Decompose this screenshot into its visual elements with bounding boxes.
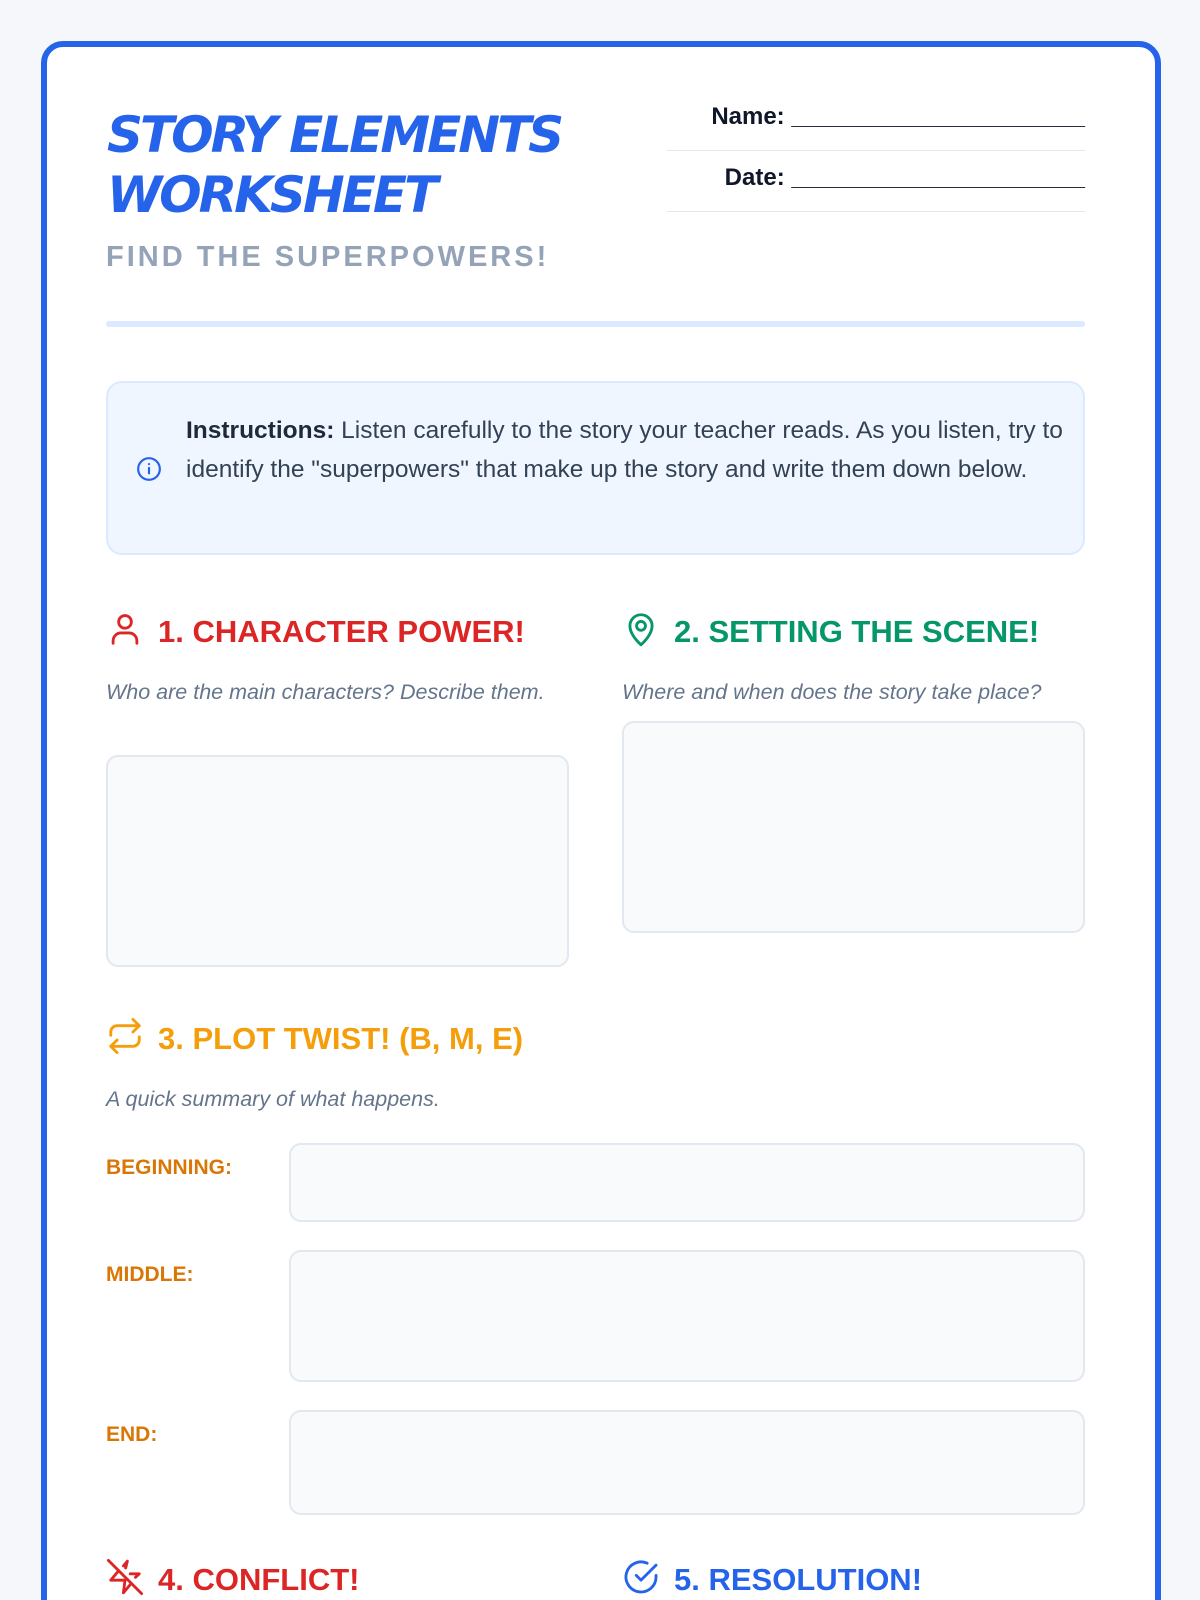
beginning-answer-box[interactable] [289, 1143, 1085, 1222]
check-circle-icon [622, 1558, 660, 1596]
date-field[interactable]: Date: ______________________ [667, 151, 1085, 212]
plot-hint: A quick summary of what happens. [106, 1087, 440, 1111]
resolution-heading [622, 1558, 922, 1598]
instructions-text [186, 411, 1066, 489]
end-answer-box[interactable] [289, 1410, 1085, 1515]
name-field[interactable]: Name: ______________________ [667, 90, 1085, 151]
setting-heading [622, 610, 1039, 650]
beginning-label: BEGINNING: [106, 1156, 232, 1179]
character-hint: Who are the main characters? Describe them. [106, 680, 545, 704]
user-icon [106, 610, 144, 648]
page-subtitle: FIND THE SUPERPOWERS! [106, 241, 550, 273]
setting-answer-box[interactable] [622, 721, 1085, 933]
end-label: END: [106, 1423, 158, 1446]
header-divider [106, 321, 1085, 327]
instructions-body: Listen carefully to the story your teacher reads. As you listen, try to identify the "superpowers" that make up the story and write them down below. [186, 417, 1063, 483]
page-title [107, 105, 707, 225]
title-line-2: WORKSHEET [107, 166, 436, 224]
worksheet-card [41, 41, 1161, 1600]
setting-title: 2. SETTING THE SCENE! [674, 613, 1040, 649]
instructions-label: Instructions: [186, 417, 335, 444]
resolution-title: 5. RESOLUTION! [674, 1561, 923, 1597]
map-pin-icon [622, 610, 660, 648]
repeat-icon [106, 1017, 144, 1055]
character-answer-box[interactable] [106, 755, 569, 967]
character-heading [106, 610, 525, 650]
character-title: 1. CHARACTER POWER! [158, 613, 525, 649]
plot-title: 3. PLOT TWIST! (B, M, E) [158, 1020, 524, 1056]
middle-label: MIDDLE: [106, 1263, 194, 1286]
title-line-1: STORY ELEMENTS [107, 106, 562, 164]
info-icon [136, 456, 162, 482]
plot-heading [106, 1017, 523, 1057]
conflict-title: 4. CONFLICT! [158, 1561, 360, 1597]
instructions-box [106, 381, 1085, 555]
conflict-heading [106, 1558, 360, 1598]
zap-off-icon [106, 1558, 144, 1596]
middle-answer-box[interactable] [289, 1250, 1085, 1382]
setting-hint: Where and when does the story take place? [622, 680, 1042, 704]
